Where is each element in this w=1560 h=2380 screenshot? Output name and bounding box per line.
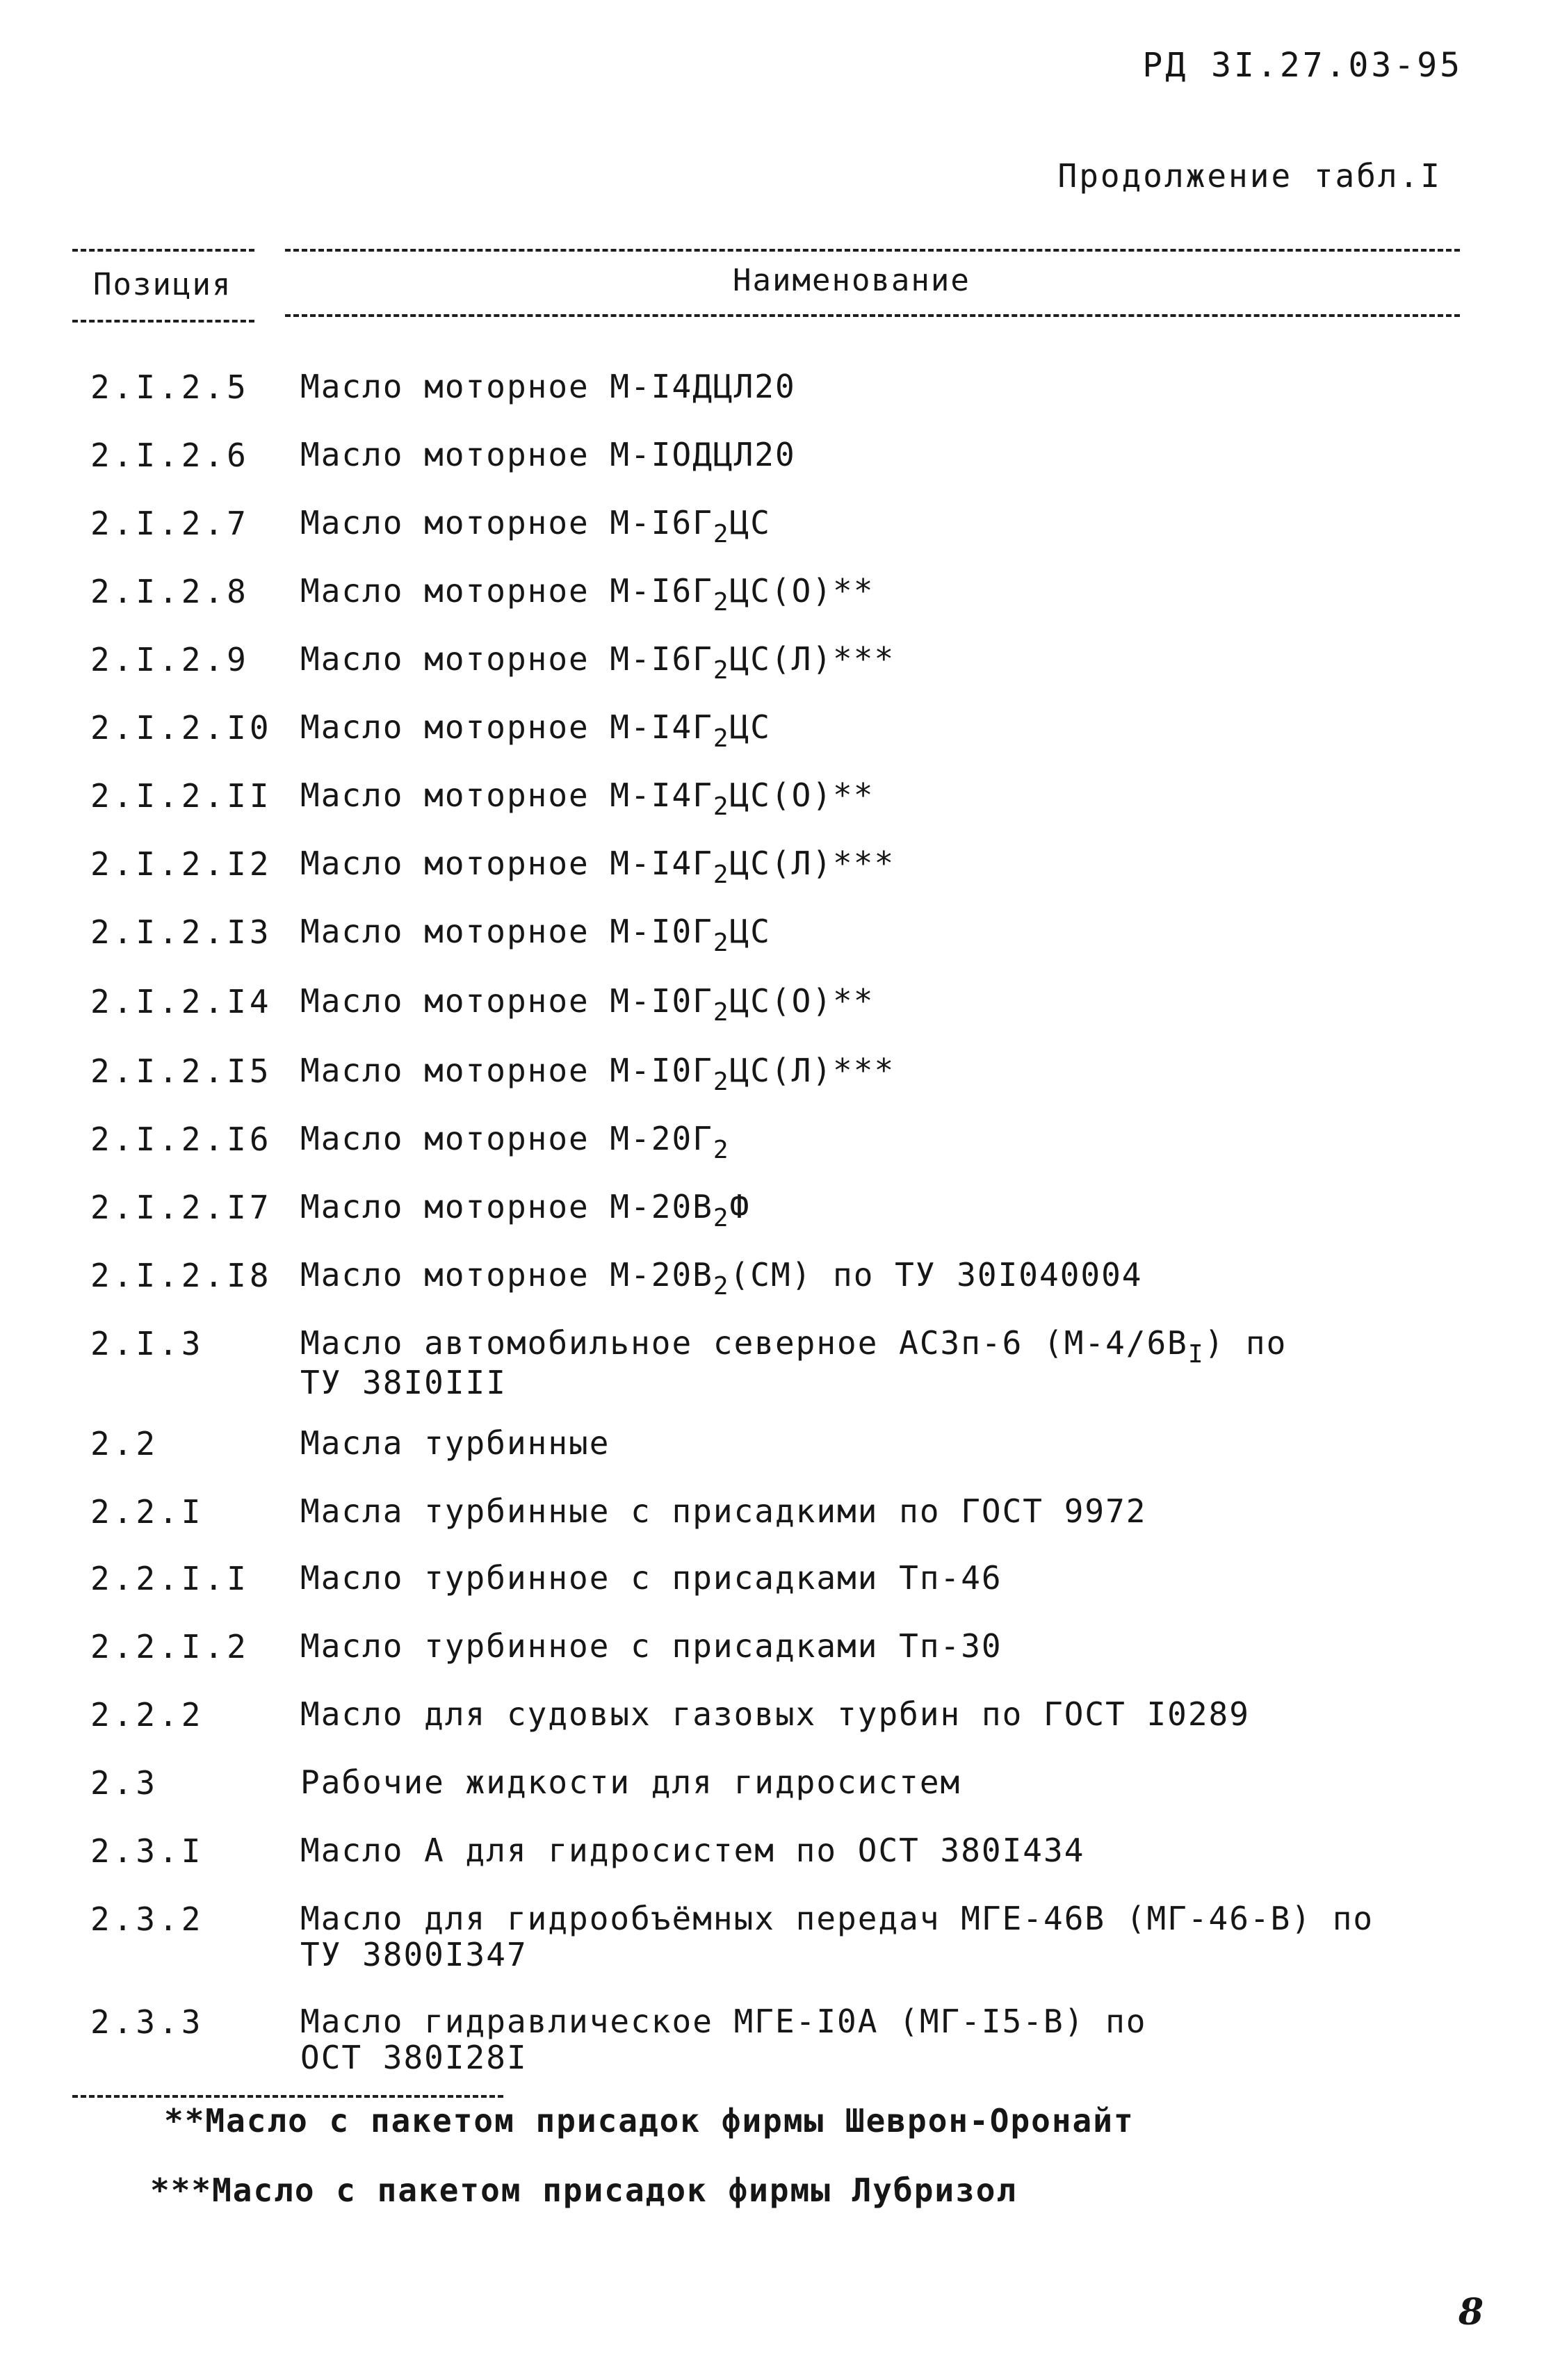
row-name: Масло моторное М-I4ДЦЛ20 [300,368,796,405]
row-name: Масло турбинное с присадками Тп-30 [300,1627,1002,1665]
row-name: Масло моторное $М-20В_2(СМ)$ по ТУ 30I040004 [300,1256,1143,1301]
row-name: Масло автомобильное северное АСЗп-6 $(М-4/6В_I)$ по ТУ 38I0III [300,1324,1287,1401]
header-rule-bottom-right [285,314,1460,317]
row-name: Масло моторное $М-I6Г_2ЦС$ [300,504,771,548]
row-position: 2.3 [90,1764,159,1802]
row-position: 2.I.2.9 [90,641,250,678]
row-position: 2.I.2.I0 [90,709,273,747]
subscript: 2 [713,656,730,685]
table-continuation-label: Продолжение табл.I [1057,157,1442,195]
subscript: 2 [713,929,730,957]
row-name: Масло гидравлическое МГЕ-I0А (МГ-I5-В) по ОСТ 380I28I [300,2003,1147,2076]
row-position: 2.3.2 [90,1900,204,1938]
row-name: Масло моторное М-IОДЦЛ20 [300,436,796,473]
row-name: Масло моторное $М-I4Г_2ЦС$ [300,708,771,753]
row-name: Масло для судовых газовых турбин по ГОСТ I0289 [300,1695,1250,1733]
row-position: 2.2.I [90,1493,204,1531]
row-name: Масло моторное $М-20Г_2$ [300,1120,730,1164]
row-position: 2.I.2.I4 [90,983,273,1020]
column-header-position: Позиция [93,267,232,302]
row-position: 2.2.2 [90,1696,204,1734]
row-name: Масло моторное $М-I6Г_2ЦС(О)**$ [300,572,875,617]
row-name: Масло моторное $М-I0Г_2ЦС(О)**$ [300,982,875,1027]
footnote-2: ***Масло с пакетом присадок фирмы Лубризол [150,2171,1018,2209]
row-position: 2.I.3 [90,1325,204,1362]
subscript: 2 [713,861,730,889]
row-position: 2.3.I [90,1832,204,1870]
row-name: Масло моторное $М-20В_2Ф$ [300,1188,751,1232]
row-position: 2.2.I.2 [90,1628,250,1665]
subscript: 2 [713,588,730,617]
header-rule-top-right [285,249,1460,252]
header-rule-bottom-left [72,320,254,323]
subscript: I [1187,1340,1205,1369]
subscript: 2 [713,1136,730,1164]
row-name: Масла турбинные с присадкими по ГОСТ 9972 [300,1492,1147,1530]
row-name: Масло турбинное с присадками Тп-46 [300,1559,1002,1597]
row-name: Масло моторное $М-I4Г_2ЦС(О)**$ [300,776,875,821]
subscript: 2 [713,792,730,821]
row-name: Масло А для гидросистем по ОСТ 380I434 [300,1832,1085,1869]
row-name: Масло моторное $М-I6Г_2ЦС(Л)***$ [300,640,895,685]
row-position: 2.2.I.I [90,1560,250,1597]
row-position: 2.I.2.I8 [90,1257,273,1294]
row-position: 2.I.2.I2 [90,845,273,883]
subscript: 2 [713,1204,730,1232]
footnote-rule [72,2095,503,2098]
row-position: 2.I.2.II [90,777,273,815]
row-position: 2.I.2.7 [90,505,250,542]
row-position: 2.I.2.6 [90,437,250,474]
row-position: 2.I.2.I3 [90,913,273,951]
row-position: 2.I.2.I6 [90,1120,273,1158]
subscript: 2 [713,1068,730,1096]
row-position: 2.I.2.8 [90,573,250,610]
row-name: Масло моторное $М-I0Г_2ЦС(Л)***$ [300,1052,895,1096]
subscript: 2 [713,1272,730,1301]
document-id: РД 3I.27.03-95 [1142,46,1463,85]
row-name: Масло для гидрообъёмных передач МГЕ-46В (МГ-46-В) по ТУ 3800I347 [300,1900,1374,1973]
row-name: Рабочие жидкости для гидросистем [300,1763,961,1801]
row-position: 2.I.2.5 [90,368,250,406]
row-position: 2.2 [90,1425,159,1462]
subscript: 2 [713,520,730,548]
row-name: Масла турбинные [300,1424,610,1462]
row-position: 2.3.3 [90,2003,204,2041]
row-name: Масло моторное $М-I0Г_2ЦС$ [300,913,771,957]
page-mark: 8 [1458,2291,1484,2333]
header-rule-top-left [72,249,254,252]
row-name: Масло моторное $М-I4Г_2ЦС(Л)***$ [300,845,895,889]
row-position: 2.I.2.I7 [90,1189,273,1226]
column-header-name: Наименование [733,263,970,298]
footnote-1: **Масло с пакетом присадок фирмы Шеврон-Оронайт [164,2102,1135,2139]
subscript: 2 [713,724,730,753]
subscript: 2 [713,998,730,1027]
row-position: 2.I.2.I5 [90,1052,273,1090]
